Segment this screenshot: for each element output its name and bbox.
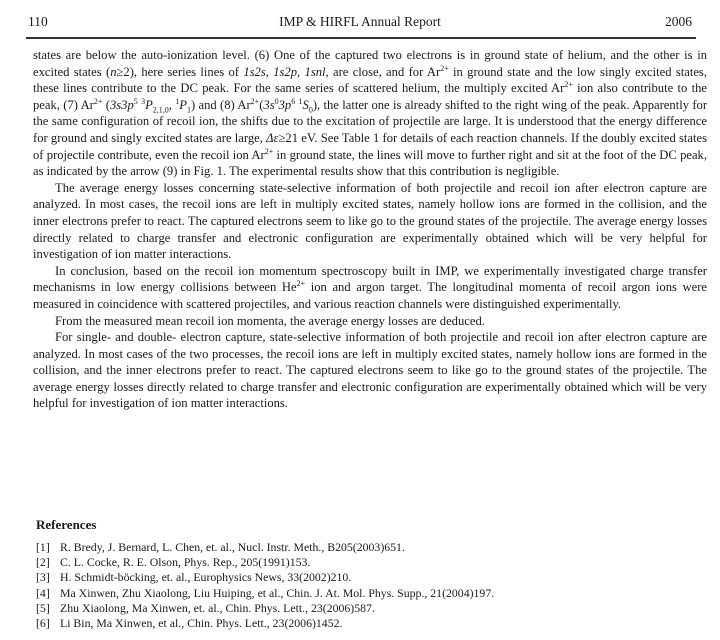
paragraph-2: The average energy losses concerning state-selective information of both projectile and recoil ion after electron capture are analyzed. In most cases, the recoil ions are left in multiply excited states, namely hollow ions are formed in the collision, and the inner electrons prefer to react. The captured electrons seem to like go to the ground states of the projectile. The average energy losses directly related to charge transfer and electronic configuration are experimentally obtained which will be very helpful for investigation of ion matter interactions. [33,180,707,262]
journal-title: IMP & HIRFL Annual Report [279,14,441,29]
paragraph-1: states are below the auto-ionization level. (6) One of the captured two electrons is in ground state of helium, and the other is in excited states (n≥2), here series lines of 1s2s, 1s2p, 1snl, are close, and for $Ar^{2+}$ in ground state and the low singly excited states, these lines contribute to the DC peak. For the same series of scattered helium, the multiply excited $Ar^{2+}$ ion also contribute to the peak, (7) $Ar^{2+}$ ($3s3p^5$ $^3P_{2,1,0}$, $^1P_1$) and (8) $Ar^{2+}(3s^03p^6$ $^1S_0$), the latter one is already shifted to the right wing of the peak. Apparently for the same configuration of recoil ion, the shifts due to the excitation of projectile are large. It is understood that the energy difference for ground and singly excited states are large, Δε≥21 eV. See Table 1 for details of each reaction channels. If the doubly excited states of projectile contribute, even the recoil ion $Ar^{2+}$ in ground state, the lines will move to further right and sit at the foot of the DC peak, as indicated by the arrow (9) in Fig. 1. The experimental results show that this contribution is negligible. [33,48,708,179]
reference-item: [1] R. Bredy, J. Bernard, L. Chen, et. al., Nucl. Instr. Meth., B205(2003)651. [36,540,405,554]
page-number: 110 [28,14,48,29]
reference-item: [6] Li Bin, Ma Xinwen, et al., Chin. Phys. Lett., 23(2006)1452. [36,616,343,631]
reference-item: [2] C. L. Cocke, R. E. Olson, Phys. Rep., 205(1991)153. [36,555,311,570]
publication-year: 2006 [665,14,692,29]
running-header [28,14,692,36]
header-rule [26,37,696,39]
paragraph-5: For single- and double- electron capture, state-selective information of both projectile and recoil ion after electron capture are analyzed. In most cases of the two processes, the recoil ions are left in multiply excited states, namely hollow ions are formed in the collision, and the inner electrons prefer to react. The captured electrons seem to like go to the ground states of the projectile. The average energy losses directly related to charge transfer and electronic configuration are experimentally obtained which will be very helpful for investigation of ion matter interactions. [33,330,707,411]
references-heading: References [36,517,97,532]
reference-item: [3] H. Schmidt-böcking, et. al., Europhysics News, 33(2002)210. [36,570,352,585]
body-text [33,47,707,412]
references-list [36,540,494,631]
reference-item: [4] Ma Xinwen, Zhu Xiaolong, Liu Huiping, et al., Chin. J. At. Mol. Phys. Supp., 21(2004)197. [36,585,495,600]
paragraph-4: From the measured mean recoil ion momenta, the average energy losses are deduced. [55,313,485,328]
paragraph-3: In conclusion, based on the recoil ion momentum spectroscopy built in IMP, we experimentally investigated charge transfer mechanisms in low energy collisions between $He^{2+}$ ion and argon target. The longitudinal momenta of recoil argon ions were measured in coincidence with scattered projectiles, and various reaction channels were distinguished experimentally. [33,263,707,311]
reference-item: [5] Zhu Xiaolong, Ma Xinwen, et. al., Chin. Phys. Lett., 23(2006)587. [36,600,375,615]
